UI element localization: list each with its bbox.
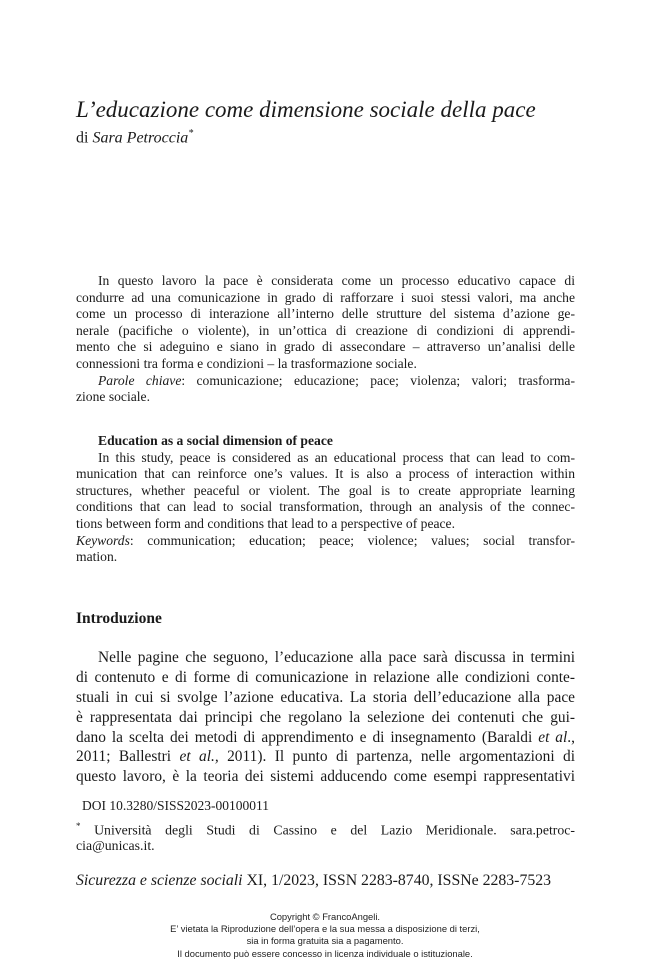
author-byline bbox=[76, 124, 193, 148]
abstract-line: nerale (pacifiche o violente), in un’ottica di creazione di condizioni di apprendi- bbox=[76, 322, 575, 338]
keywords-text: : comunicazione; educazione; pace; violenza; valori; trasforma- bbox=[181, 372, 575, 388]
abstract-line: structures, whether peaceful or violent. The goal is to create appropriate learning bbox=[76, 482, 575, 498]
footnote-text: Università degli Studi di Cassino e del Lazio Meridionale. sara.petroc- bbox=[80, 822, 575, 838]
abstract-line: condurre ad una comunicazione in grado di rafforzare i suoi stessi valori, ma anche bbox=[76, 289, 575, 305]
journal-name: Sicurezza e scienze sociali bbox=[76, 872, 243, 889]
keywords-line bbox=[76, 533, 575, 550]
abstract-line: munication that can reinforce one’s values. It is also a process of interaction within bbox=[76, 466, 575, 482]
paragraph-line: questo lavoro, è la teoria dei sistemi adducendo come esempi rappresentativi bbox=[76, 768, 575, 786]
keywords-line-continued: mation. bbox=[76, 549, 118, 565]
abstract-italian bbox=[76, 273, 575, 406]
copyright-line: sia in forma gratuita sia a pagamento. bbox=[246, 935, 404, 947]
paragraph-text: 2011). Il punto di partenza, nelle argomentazioni di bbox=[218, 748, 575, 766]
paragraph-line: di contenuto e di forme di comunicazione in relazione alle condizioni conte- bbox=[76, 668, 575, 686]
abstract-line: connessioni tra forma e condizioni – la trasformazione sociale. bbox=[76, 355, 417, 371]
keywords-line-continued: zione sociale. bbox=[76, 389, 150, 405]
copyright-line: Copyright © FrancoAngeli. bbox=[269, 911, 381, 922]
keywords-text: : communication; education; peace; violence; values; social transfor- bbox=[129, 532, 575, 548]
byline-prefix: di bbox=[76, 129, 89, 147]
abstract-line: conditions that can lead to social transformation, through an analysis of the connec- bbox=[76, 499, 575, 515]
abstract-line: come un processo di interazione all’interno delle strutture del sistema d’azione ge- bbox=[76, 306, 575, 322]
footnote-line-continued: cia@unicas.it. bbox=[76, 838, 155, 853]
footnote-mark: * bbox=[76, 821, 81, 831]
abstract-line: tions between form and conditions that lead to a perspective of peace. bbox=[76, 515, 455, 531]
paragraph-line: Nelle pagine che seguono, l’educazione alla pace sarà discussa in termini bbox=[98, 649, 575, 666]
keywords-line bbox=[76, 373, 575, 390]
abstract-line: In this study, peace is considered as an educational process that can lead to com- bbox=[98, 449, 575, 465]
paragraph-line bbox=[76, 747, 575, 767]
paragraph-text: 2011; Ballestri bbox=[76, 748, 180, 766]
body-paragraph bbox=[76, 648, 575, 787]
abstract-english bbox=[76, 433, 575, 566]
author-footnote bbox=[76, 817, 575, 855]
section-heading: Introduzione bbox=[76, 610, 162, 627]
author-footnote-mark: * bbox=[188, 128, 194, 139]
copyright-line: Il documento può essere concesso in licenza individuale o istituzionale. bbox=[177, 947, 473, 959]
paragraph-text: dano la scelta dei metodi di apprendimento e di insegnamento (Baraldi bbox=[76, 728, 539, 746]
footnote-line bbox=[76, 817, 575, 836]
copyright-line: E’ vietata la Riproduzione dell’opera e la sua messa a disposizione di terzi, bbox=[170, 923, 480, 935]
journal-citation bbox=[76, 872, 551, 890]
copyright-notice bbox=[0, 911, 650, 960]
paragraph-text: ., bbox=[567, 728, 575, 746]
journal-info: XI, 1/2023, ISSN 2283-8740, ISSNe 2283-7523 bbox=[242, 872, 552, 889]
keywords-label: Parole chiave bbox=[98, 372, 182, 388]
keywords-label: Keywords bbox=[76, 532, 130, 548]
doi-text: DOI 10.3280/SISS2023-00100011 bbox=[82, 798, 270, 813]
abstract-line: mento che si adeguino e siano in grado di assecondare – attraverso un’analisi delle bbox=[76, 339, 575, 355]
paragraph-line bbox=[76, 728, 575, 748]
author-name: Sara Petroccia bbox=[92, 129, 189, 147]
article-title: L’educazione come dimensione sociale della pace bbox=[76, 97, 536, 122]
abstract-line: In questo lavoro la pace è considerata come un processo educativo capace di bbox=[98, 273, 575, 288]
citation-et-al: et al bbox=[538, 728, 568, 746]
citation-et-al: et al., bbox=[179, 748, 219, 766]
paragraph-line: è rappresentata dai principi che regolano la selezione dei contenuti che gui- bbox=[76, 708, 575, 726]
abstract-english-title: Education as a social dimension of peace bbox=[98, 433, 333, 448]
paragraph-line: stuali in cui si svolge l’azione educativa. La storia dell’educazione alla pace bbox=[76, 688, 575, 706]
